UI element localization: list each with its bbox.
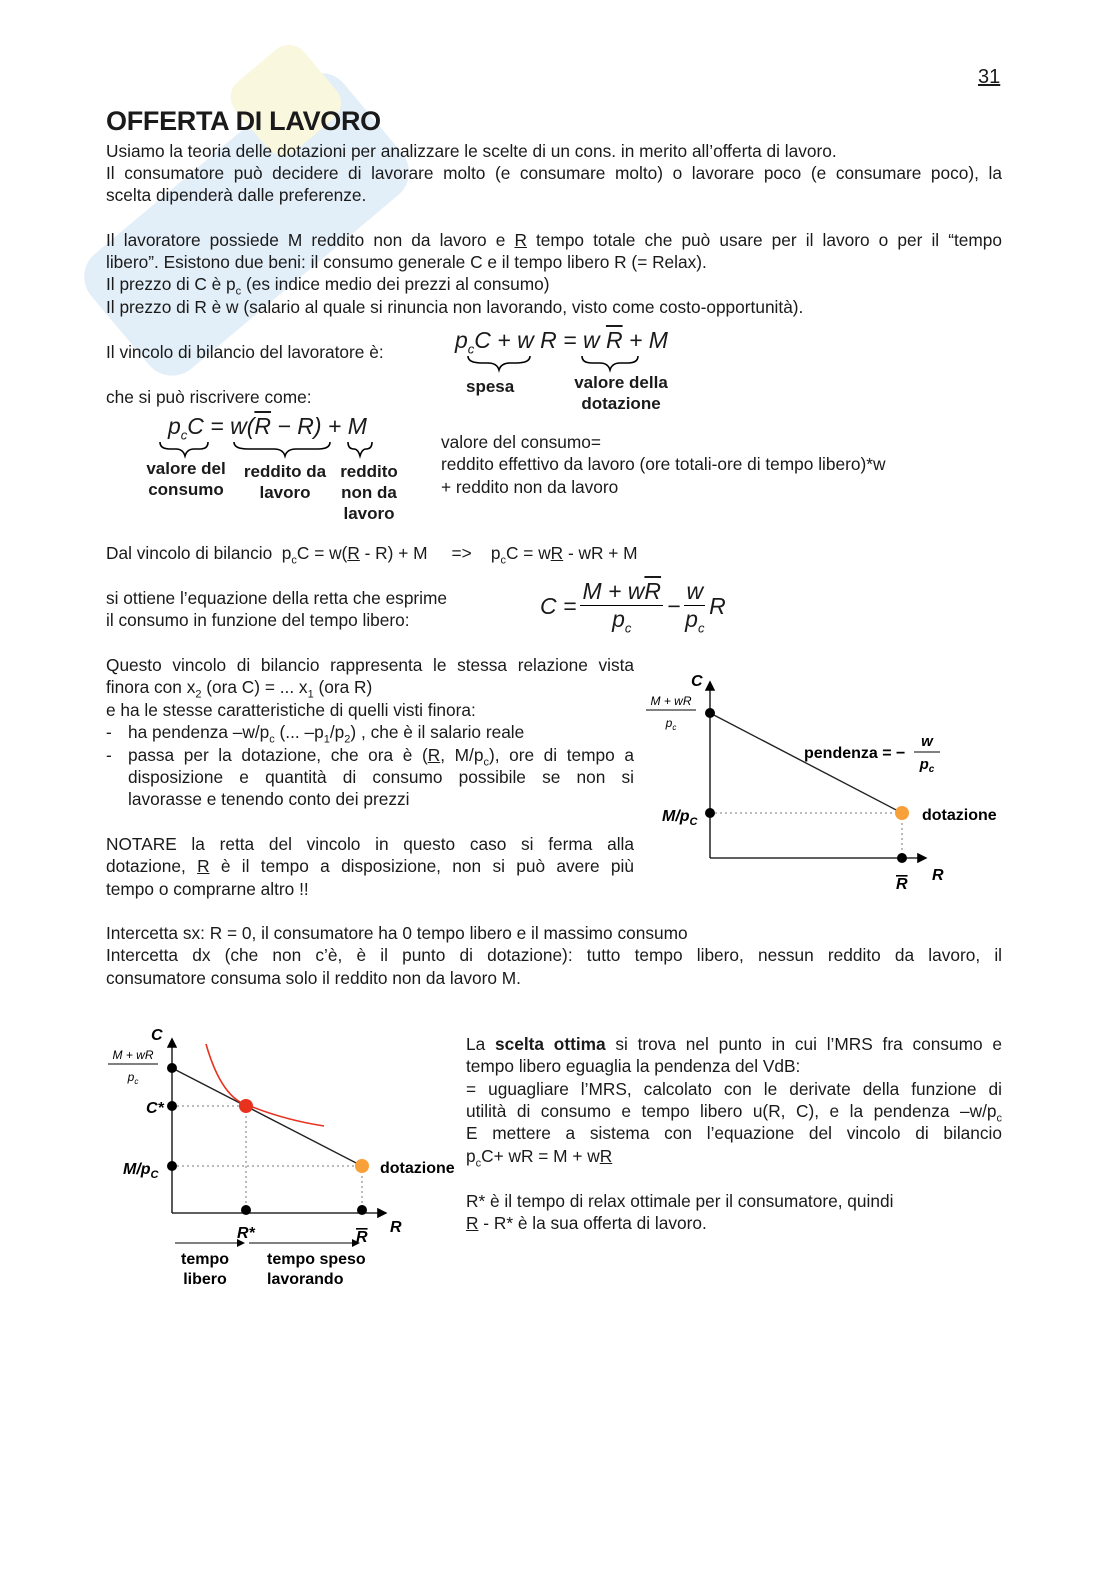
- intercept-point: [167, 1063, 177, 1073]
- consumption-equation: C = $\frac{M + w\overline{R}}{p_c}$ − $\frac{w}{p_c}$ R: [540, 578, 726, 636]
- r-axis-label: R: [390, 1219, 402, 1236]
- budget-equation-1: $p_cC + w$ R = w $\overline{R} + M$: [455, 327, 668, 357]
- intercept-denominator: $p_c$: [127, 1070, 139, 1086]
- intro-line-3: scelta dipenderà dalle preferenze.: [106, 185, 367, 205]
- valore-consumo-line-3: + reddito non da lavoro: [441, 477, 619, 497]
- bullet-pendenza: ha pendenza $-w/p_c$ (... $-p_1/p_2$) , che è il salario reale: [128, 722, 525, 746]
- para-line-1: Il lavoratore possiede M reddito non da lavoro e R tempo totale che può usare per il lavoro o per il “tempo: [106, 230, 1002, 250]
- bullet-dotazione-line-1: passa per la dotazione, che ora è (R, $M/p_c$), ore di tempo a: [128, 745, 634, 769]
- tempo-libero-label-1: tempo: [181, 1251, 229, 1268]
- reddito-non-lavoro-label: reddito non da lavoro: [340, 462, 398, 523]
- slope-numerator: w: [921, 733, 933, 750]
- m-label: $M/p_C$: [123, 1161, 159, 1181]
- cstar-label: C*: [146, 1100, 164, 1117]
- intercept-point: [705, 708, 715, 718]
- intercetta-line-3: consumatore consuma solo il reddito non da lavoro M.: [106, 968, 521, 988]
- m-label: $M/p_C$: [662, 808, 698, 828]
- questo-line-3: e ha le stesse caratteristiche di quelli visti finora:: [106, 700, 476, 720]
- scelta-line-5: E mettere a sistema con l’equazione del vincolo di bilancio: [466, 1123, 1002, 1143]
- c-axis-label: C: [691, 673, 703, 690]
- scelta-line-8: R - R* è la sua offerta di lavoro.: [466, 1213, 707, 1233]
- valore-dotazione-label: valore della dotazione: [574, 373, 668, 413]
- intercetta-line-2: Intercetta dx (che non c’è, è il punto di dotazione): tutto tempo libero, nessun reddito da lavoro, il: [106, 945, 1002, 965]
- questo-line-2: finora con $x_2$ (ora C) = ... $x_1$ (ora R): [106, 677, 373, 701]
- rstar-label: R*: [237, 1225, 255, 1242]
- notare-line-2: dotazione, R è il tempo a disposizione, non si può avere più: [106, 856, 634, 876]
- slope-label: pendenza = −: [804, 745, 906, 762]
- bullet-dotazione-line-3: lavorasse e tenendo conto dei prezzi: [128, 789, 410, 809]
- budget-equation-2: $p_cC = w(\overline{R} - R) + M$: [168, 413, 367, 443]
- rbar-point: [357, 1205, 367, 1215]
- scelta-line-3: = uguagliare l’MRS, calcolato con le derivate della funzione di: [466, 1079, 1002, 1099]
- tempo-libero-label-2: libero: [183, 1271, 227, 1288]
- budget-line: [710, 713, 902, 813]
- budget-constraint-chart: [640, 665, 1020, 905]
- m-point: [705, 808, 715, 818]
- rbar-point: [897, 853, 907, 863]
- valore-consumo-label: valore del consumo: [146, 459, 226, 499]
- rbar-label: R: [896, 876, 908, 893]
- slope-denominator: $p_c$: [919, 756, 935, 775]
- endowment-point: [895, 806, 909, 820]
- optimal-choice-chart: [100, 1020, 465, 1295]
- intro-line-1: Usiamo la teoria delle dotazioni per analizzare le scelte di un cons. in merito all’offerta di lavoro.: [106, 141, 837, 161]
- intercept-denominator: $p_c$: [665, 716, 677, 732]
- notare-line-1: NOTARE la retta del vincolo in questo caso si ferma alla: [106, 834, 634, 854]
- scelta-line-7: R* è il tempo di relax ottimale per il consumatore, quindi: [466, 1191, 894, 1211]
- cstar-point: [167, 1101, 177, 1111]
- si-ottiene-line-1: si ottiene l’equazione della retta che esprime: [106, 588, 448, 608]
- c-axis-label: C: [151, 1027, 163, 1044]
- spesa-label: spesa: [466, 377, 515, 396]
- dal-vincolo-line: Dal vincolo di bilancio $p_cC = w(R - R) + M$ => $p_cC$ = wR - wR + M: [106, 543, 638, 567]
- intercept-numerator: M + wR: [650, 694, 692, 708]
- tempo-speso-label-1: tempo speso: [267, 1251, 366, 1268]
- r-axis-label: R: [932, 867, 944, 884]
- para-line-4: Il prezzo di R è w (salario al quale si rinuncia non lavorando, visto come costo-opportunità).: [106, 297, 804, 317]
- budget-line: [172, 1068, 362, 1166]
- riscrivere-text: che si può riscrivere come:: [106, 387, 312, 407]
- questo-line-1: Questo vincolo di bilancio rappresenta le stessa relazione vista: [106, 655, 634, 675]
- endowment-label: dotazione: [922, 807, 997, 824]
- notare-line-3: tempo o comprarne altro !!: [106, 879, 309, 899]
- scelta-line-6: $p_cC+$ wR = M + wR: [466, 1146, 613, 1170]
- rbar-label: R: [356, 1229, 368, 1246]
- page-number: 31: [978, 66, 1001, 88]
- endowment-label: dotazione: [380, 1160, 455, 1177]
- scelta-line-2: tempo libero eguaglia la pendenza del VdB:: [466, 1056, 801, 1076]
- page-title: OFFERTA DI LAVORO: [106, 106, 381, 136]
- indifference-curve: [206, 1044, 324, 1126]
- intro-line-2: Il consumatore può decidere di lavorare molto (e consumare molto) o lavorare poco (e consumare poco), la: [106, 163, 1002, 183]
- scelta-line-4: utilità di consumo e tempo libero u(R, C), e la pendenza $-w/p_c$: [466, 1101, 1002, 1125]
- para-line-3: Il prezzo di C è $p_c$ (es indice medio dei prezzi al consumo): [106, 274, 550, 298]
- rstar-point: [241, 1205, 251, 1215]
- intercept-numerator: M + wR: [112, 1048, 154, 1062]
- intercetta-line-1: Intercetta sx: R = 0, il consumatore ha 0 tempo libero e il massimo consumo: [106, 923, 688, 943]
- valore-consumo-line-1: valore del consumo=: [441, 432, 601, 452]
- valore-consumo-line-2: reddito effettivo da lavoro (ore totali-ore di tempo libero)*w: [441, 454, 886, 474]
- optimum-point: [239, 1099, 253, 1113]
- m-point: [167, 1161, 177, 1171]
- bullet-dash-1: -: [106, 722, 112, 742]
- para-line-2: libero”. Esistono due beni: il consumo generale C e il tempo libero R (= Relax).: [106, 252, 707, 272]
- bullet-dotazione-line-2: disposizione e quantità di consumo possibile se non si: [128, 767, 634, 787]
- si-ottiene-line-2: il consumo in funzione del tempo libero:: [106, 610, 410, 630]
- scelta-line-1: La scelta ottima si trova nel punto in cui l’MRS fra consumo e: [466, 1034, 1002, 1054]
- bullet-dash-2: -: [106, 745, 112, 765]
- tempo-speso-label-2: lavorando: [267, 1271, 344, 1288]
- reddito-lavoro-label: reddito da lavoro: [243, 462, 327, 502]
- endowment-point: [355, 1159, 369, 1173]
- vincolo-text: Il vincolo di bilancio del lavoratore è:: [106, 342, 384, 362]
